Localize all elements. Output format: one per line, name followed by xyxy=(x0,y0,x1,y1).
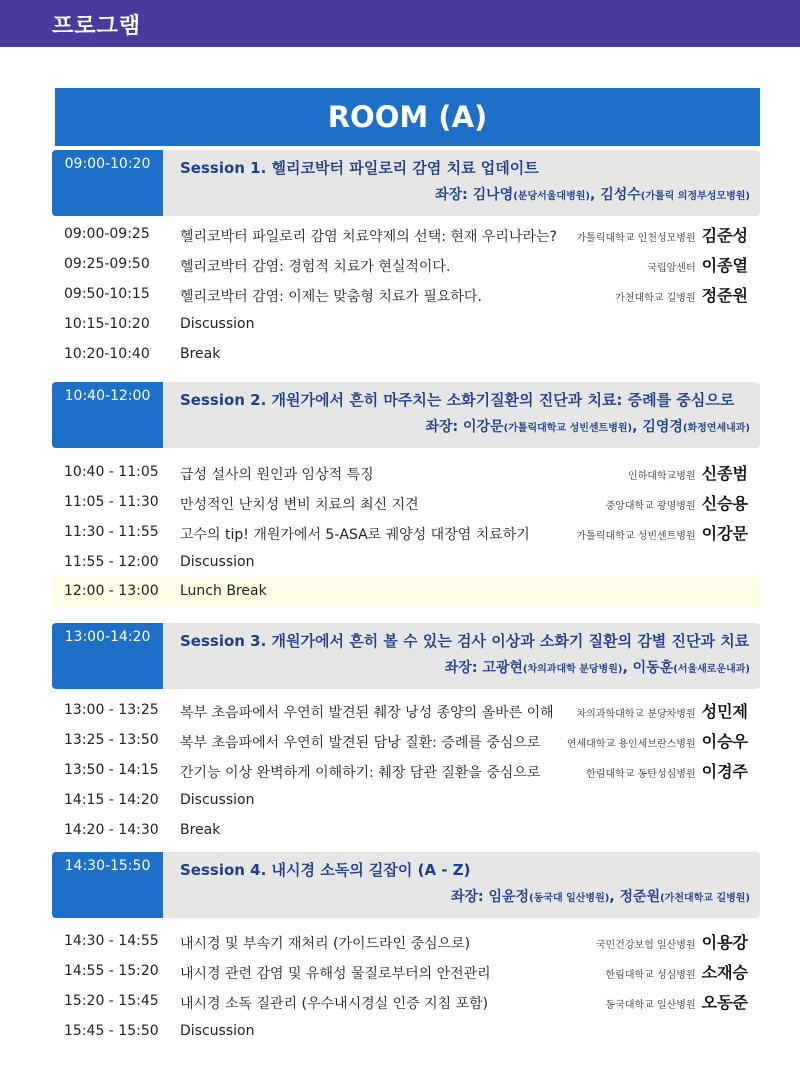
session-chairs xyxy=(425,416,750,436)
schedule-row xyxy=(52,957,760,987)
speaker-name: 이용강 xyxy=(701,933,748,952)
row-title: Discussion xyxy=(180,1023,255,1039)
chair-affiliation: (화정연세내과) xyxy=(682,423,750,434)
session-title: Session 4. 내시경 소독의 길잡이 (A - Z) xyxy=(180,861,471,879)
session-title: Session 3. 개원가에서 흔히 볼 수 있는 검사 이상과 소화기 질환의 감별 진단과 치료 xyxy=(180,632,750,650)
speaker-affiliation: 연세대학교 용인세브란스병원 xyxy=(566,739,696,750)
row-speaker xyxy=(628,461,748,484)
schedule-row xyxy=(52,756,760,786)
speaker-affiliation: 국립암센터 xyxy=(647,263,696,274)
chair-name: 김영경 xyxy=(642,419,683,435)
session-title: Session 2. 개원가에서 흔히 마주치는 소화기질환의 진단과 치료: 증례를 중심으로 xyxy=(180,391,735,409)
speaker-name: 성민제 xyxy=(701,702,748,721)
row-speaker xyxy=(606,990,749,1013)
chair-affiliation: (동국대 일산병원) xyxy=(529,893,610,904)
schedule-row xyxy=(52,577,760,607)
chair-name: 김성수 xyxy=(600,187,641,203)
schedule-row xyxy=(52,280,760,310)
session-chairs xyxy=(435,184,750,204)
row-time: 09:25-09:50 xyxy=(64,256,150,272)
row-title: 고수의 tip! 개원가에서 5-ASA로 궤양성 대장염 치료하기 xyxy=(180,527,530,543)
speaker-name: 이승우 xyxy=(701,732,748,751)
row-title: 간기능 이상 완벽하게 이해하기: 췌장 담관 질환을 중심으로 xyxy=(180,765,541,781)
row-title: Lunch Break xyxy=(180,583,267,599)
speaker-name: 김준성 xyxy=(701,226,748,245)
row-speaker xyxy=(586,759,748,782)
row-speaker xyxy=(577,521,748,544)
row-title: Break xyxy=(180,346,221,362)
row-speaker xyxy=(567,729,748,752)
chair-name: 정준원 xyxy=(619,889,661,905)
row-time: 11:30 - 11:55 xyxy=(64,524,159,540)
session-chairs xyxy=(445,657,750,677)
chair-name: 고광현 xyxy=(482,660,523,676)
row-time: 12:00 - 13:00 xyxy=(64,583,159,599)
speaker-name: 정준원 xyxy=(701,286,748,305)
speaker-name: 신종범 xyxy=(701,464,748,483)
row-time: 10:20-10:40 xyxy=(64,346,150,362)
row-title: 내시경 소독 질관리 (우수내시경실 인증 지침 포함) xyxy=(180,996,489,1012)
schedule-row xyxy=(52,696,760,726)
row-title: 만성적인 난치성 변비 치료의 최신 지견 xyxy=(180,497,419,513)
row-title: 내시경 관련 감염 및 유해성 물질로부터의 안전관리 xyxy=(180,966,491,982)
row-time: 13:00 - 13:25 xyxy=(64,702,159,718)
speaker-name: 소재승 xyxy=(701,963,748,982)
row-time: 09:00-09:25 xyxy=(64,226,150,242)
chair-affiliation: (가천대학교 길병원) xyxy=(660,893,750,904)
row-time: 11:05 - 11:30 xyxy=(64,494,159,510)
schedule-row xyxy=(52,927,760,957)
top-header-bar xyxy=(0,0,800,47)
chairs-separator: , xyxy=(609,889,620,905)
chairs-label: 좌장: xyxy=(435,187,473,203)
speaker-affiliation: 가톨릭대학교 성빈센트병원 xyxy=(576,531,696,542)
row-title: 복부 초음파에서 우연히 발견된 췌장 낭성 종양의 올바른 이해 xyxy=(180,705,554,721)
row-speaker xyxy=(647,253,748,276)
row-time: 15:20 - 15:45 xyxy=(64,993,159,1009)
chairs-label: 좌장: xyxy=(425,419,463,435)
speaker-affiliation: 중앙대학교 광명병원 xyxy=(605,501,696,512)
session-header xyxy=(52,150,760,216)
chair-name: 이강문 xyxy=(462,419,504,435)
row-time: 13:25 - 13:50 xyxy=(64,732,159,748)
speaker-affiliation: 한림대학교 동탄성심병원 xyxy=(586,769,696,780)
speaker-name: 이강문 xyxy=(701,524,748,543)
session-time: 10:40-12:00 xyxy=(52,382,163,448)
speaker-affiliation: 가천대학교 길병원 xyxy=(615,293,696,304)
row-speaker xyxy=(577,223,748,246)
session-time: 14:30-15:50 xyxy=(52,852,163,918)
chair-affiliation: (가톨릭 의정부성모병원) xyxy=(640,191,750,202)
speaker-affiliation: 가톨릭대학교 인천성모병원 xyxy=(576,233,696,244)
speaker-name: 이경주 xyxy=(701,762,748,781)
row-speaker xyxy=(577,699,748,722)
chair-name: 이동훈 xyxy=(632,660,674,676)
speaker-name: 이종열 xyxy=(701,256,748,275)
schedule-row xyxy=(52,987,760,1017)
schedule-row xyxy=(52,250,760,280)
chairs-separator: , xyxy=(622,660,633,676)
speaker-affiliation: 차의과학대학교 분당차병원 xyxy=(576,709,696,720)
row-time: 09:50-10:15 xyxy=(64,286,150,302)
row-time: 11:55 - 12:00 xyxy=(64,554,159,570)
chair-affiliation: (분당서울대병원) xyxy=(513,191,590,202)
row-time: 14:30 - 14:55 xyxy=(64,933,159,949)
row-title: 헬리코박터 감염: 이제는 맞춤형 치료가 필요하다. xyxy=(180,289,482,305)
row-title: 복부 초음파에서 우연히 발견된 담낭 질환: 증례를 중심으로 xyxy=(180,735,541,751)
row-time: 15:45 - 15:50 xyxy=(64,1023,159,1039)
schedule-row xyxy=(52,458,760,488)
speaker-name: 오동준 xyxy=(701,993,748,1012)
row-time: 14:15 - 14:20 xyxy=(64,792,159,808)
row-speaker xyxy=(606,491,749,514)
row-title: 헬리코박터 감염: 경험적 치료가 현실적이다. xyxy=(180,259,451,275)
schedule-row xyxy=(52,518,760,548)
speaker-affiliation: 인하대학교병원 xyxy=(628,471,696,482)
chairs-label: 좌장: xyxy=(444,660,483,676)
row-time: 14:55 - 15:20 xyxy=(64,963,159,979)
schedule-row xyxy=(52,726,760,756)
schedule-row xyxy=(52,220,760,250)
speaker-affiliation: 국민건강보험 일산병원 xyxy=(595,940,696,951)
row-time: 14:20 - 14:30 xyxy=(64,822,159,838)
session-header xyxy=(52,382,760,448)
speaker-affiliation: 동국대학교 일산병원 xyxy=(605,1000,696,1011)
schedule-row xyxy=(52,340,760,370)
row-time: 13:50 - 14:15 xyxy=(64,762,159,778)
row-title: 헬리코박터 파일로리 감염 치료약제의 선택: 현재 우리나라는? xyxy=(180,229,557,245)
row-time: 10:15-10:20 xyxy=(64,316,150,332)
schedule-row xyxy=(52,1017,760,1047)
chairs-separator: , xyxy=(632,419,643,435)
row-title: Discussion xyxy=(180,316,255,332)
chairs-label: 좌장: xyxy=(450,889,489,905)
session-chairs xyxy=(451,886,750,906)
speaker-name: 신승용 xyxy=(701,494,748,513)
chair-name: 임윤정 xyxy=(488,889,530,905)
page-title: 프로그램 xyxy=(52,14,142,39)
session-time: 13:00-14:20 xyxy=(52,623,163,689)
session-title: Session 1. 헬리코박터 파일로리 감염 치료 업데이트 xyxy=(180,159,539,177)
room-banner: ROOM (A) xyxy=(55,88,760,146)
chair-affiliation: (차의과대학 분당병원) xyxy=(522,664,623,675)
session-header xyxy=(52,623,760,689)
chair-affiliation: (서울새로운내과) xyxy=(673,664,750,675)
row-speaker xyxy=(606,960,749,983)
row-title: Break xyxy=(180,822,221,838)
schedule-row xyxy=(52,488,760,518)
schedule-row xyxy=(52,310,760,340)
speaker-affiliation: 한림대학교 성심병원 xyxy=(605,970,696,981)
session-header xyxy=(52,852,760,918)
row-title: Discussion xyxy=(180,554,255,570)
schedule-row xyxy=(52,548,760,578)
chairs-separator: , xyxy=(589,187,601,203)
schedule-row xyxy=(52,786,760,816)
row-title: 내시경 및 부속기 재처리 (가이드라인 중심으로) xyxy=(180,936,471,952)
row-title: Discussion xyxy=(180,792,255,808)
session-time: 09:00-10:20 xyxy=(52,150,163,216)
row-speaker xyxy=(615,283,748,306)
chair-affiliation: (가톨릭대학교 성빈센트병원) xyxy=(503,423,633,434)
row-speaker xyxy=(596,930,748,953)
row-title: 급성 설사의 원인과 임상적 특징 xyxy=(180,467,374,483)
chair-name: 김나영 xyxy=(472,187,514,203)
schedule-row xyxy=(52,816,760,846)
row-time: 10:40 - 11:05 xyxy=(64,464,159,480)
